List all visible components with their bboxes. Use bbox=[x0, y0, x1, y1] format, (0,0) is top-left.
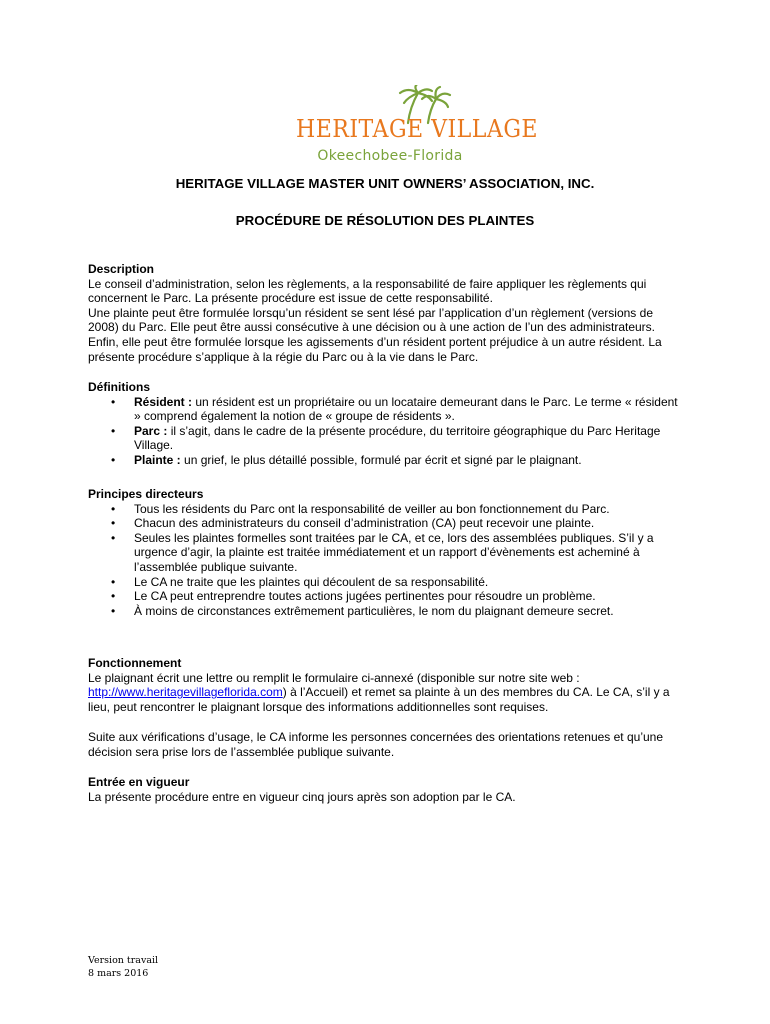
definitions-heading: Définitions bbox=[88, 380, 150, 394]
fonctionnement-heading: Fonctionnement bbox=[88, 656, 182, 670]
principes-section bbox=[88, 487, 678, 618]
definition-term: Parc : bbox=[134, 423, 168, 438]
list-item: • Chacun des administrateurs du conseil d’administration (CA) peut recevoir une plainte. bbox=[88, 516, 678, 531]
fonctionnement-text: Le plaignant écrit une lettre ou remplit le formulaire ci-annexé (disponible sur notre site web : bbox=[88, 670, 580, 685]
principes-list bbox=[88, 502, 678, 619]
description-heading: Description bbox=[88, 262, 155, 276]
fonctionnement-text: ) à l’Accueil) et remet sa plainte à un des membres du CA. Le CA, s’il y a lieu, peut rencontrer le plaignant lorsque des informations additionnelles sont requises. bbox=[88, 685, 670, 714]
definition-text: un résident est un propriétaire ou un locataire demeurant dans le Parc. Le terme « résident » comprend également la notion de « groupe de résidents ». bbox=[134, 394, 678, 424]
list-item bbox=[88, 453, 678, 468]
description-paragraph-1: Le conseil d’administration, selon les règlements, a la responsabilité de faire appliquer les règlements qui concernent le Parc. La présente procédure est issue de cette responsabilité. bbox=[88, 276, 647, 306]
footer bbox=[88, 954, 158, 980]
list-item: • Seules les plaintes formelles sont traitées par le CA, et ce, lors des assemblées publiques. S’il y a urgence d’agir, la plainte est traitée immédiatement et un rapport d’évènements est acheminé à l’assemblée publique suivante. bbox=[88, 531, 678, 575]
list-item: • Le CA ne traite que les plaintes qui découlent de sa responsabilité. bbox=[88, 575, 678, 590]
definition-term: Plainte : bbox=[134, 452, 181, 467]
fonctionnement-paragraph-1 bbox=[88, 671, 678, 715]
document-title: PROCÉDURE DE RÉSOLUTION DES PLAINTES bbox=[235, 213, 535, 228]
fonctionnement-section bbox=[88, 656, 678, 760]
definition-term: Résident : bbox=[134, 394, 193, 409]
entree-heading: Entrée en vigueur bbox=[88, 775, 190, 789]
principes-heading: Principes directeurs bbox=[88, 487, 204, 501]
footer-version: Version travail bbox=[88, 955, 159, 966]
fonctionnement-paragraph-2: Suite aux vérifications d’usage, le CA informe les personnes concernées des orientations retenues et qu’une décision sera prise lors de l’assemblée publique suivante. bbox=[88, 730, 664, 759]
entree-section bbox=[88, 775, 678, 804]
logo-name: HERITAGE VILLAGE bbox=[296, 115, 539, 143]
definition-text: il s’agit, dans le cadre de la présente procédure, du territoire géographique du Parc Heritage Village. bbox=[134, 423, 661, 453]
list-item: • Tous les résidents du Parc ont la responsabilité de veiller au bon fonctionnement du Parc. bbox=[88, 502, 678, 517]
definitions-list bbox=[88, 395, 678, 468]
entree-text: La présente procédure entre en vigueur cinq jours après son adoption par le CA. bbox=[88, 789, 516, 804]
description-section bbox=[88, 262, 678, 364]
definitions-section bbox=[88, 380, 678, 468]
website-link[interactable]: http://www.heritagevillageflorida.com bbox=[88, 685, 283, 700]
footer-date: 8 mars 2016 bbox=[88, 968, 149, 979]
association-title: HERITAGE VILLAGE MASTER UNIT OWNERS’ ASSOCIATION, INC. bbox=[175, 176, 595, 191]
list-item: • À moins de circonstances extrêmement particulières, le nom du plaignant demeure secret. bbox=[88, 604, 678, 619]
definition-text: un grief, le plus détaillé possible, formulé par écrit et signé par le plaignant. bbox=[180, 452, 582, 467]
description-paragraph-2: Une plainte peut être formulée lorsqu’un résident se sent lésé par l’application d’un règlement (versions de 2008) du Parc. Elle peut être aussi consécutive à une décision ou à une action de l’un des administrateurs. Enfin, elle peut être formulée lorsque les agissements d’un résident portent préjudice à un autre résident. La présente procédure s’applique à la régie du Parc ou à la vie dans le Parc. bbox=[88, 305, 662, 364]
heritage-village-logo bbox=[290, 85, 539, 170]
list-item: • Le CA peut entreprendre toutes actions jugées pertinentes pour résoudre un problème. bbox=[88, 589, 678, 604]
list-item bbox=[88, 424, 678, 453]
list-item bbox=[88, 395, 678, 424]
logo-subtitle: Okeechobee-Florida bbox=[317, 148, 463, 164]
